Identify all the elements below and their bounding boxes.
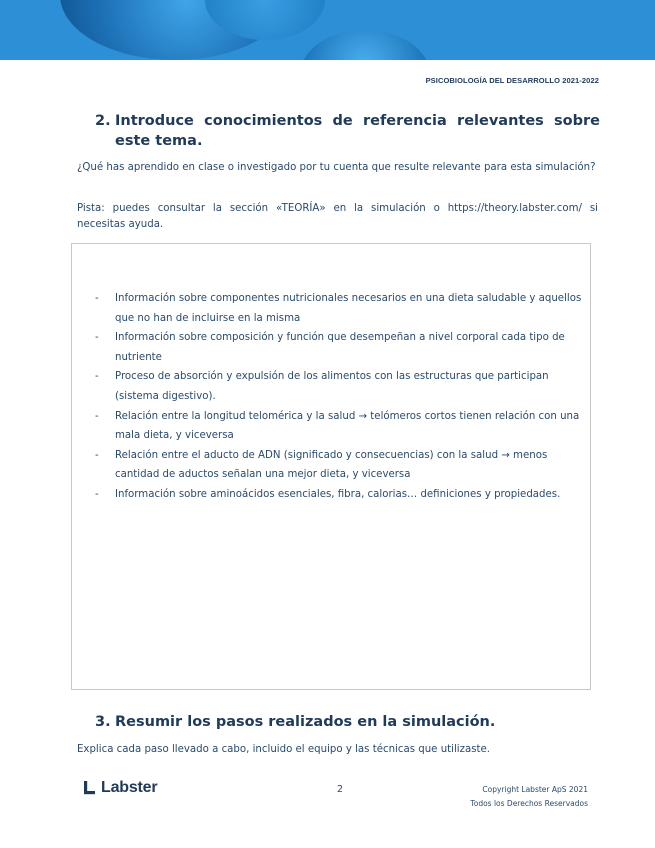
- list-dash: -: [95, 371, 99, 383]
- list-item: [95, 367, 590, 406]
- list-item-text: Relación entre el aducto de ADN (significado y consecuencias) con la salud → menos cantidad de aductos señalan una mejor dieta, y viceversa: [115, 449, 548, 481]
- copyright: [470, 783, 588, 810]
- logo-text: Labster: [101, 779, 158, 796]
- labster-logo: [83, 779, 157, 797]
- list-dash: -: [95, 410, 99, 422]
- list-dash: -: [95, 488, 99, 500]
- list-item: [95, 328, 590, 367]
- answer-list: [95, 289, 590, 505]
- section-2-heading: [95, 111, 600, 151]
- section-2-hint: Pista: puedes consultar la sección «TEORÍA» en la simulación o https://theory.labster.com/ si necesitas ayuda.: [77, 203, 598, 230]
- section-title: Introduce conocimientos de referencia relevantes sobre este tema.: [115, 113, 600, 149]
- banner-shape: [300, 30, 430, 60]
- section-2-question: ¿Qué has aprendido en clase o investigado por tu cuenta que resulte relevante para esta simulación?: [77, 162, 596, 173]
- list-item: [95, 407, 590, 446]
- list-item-text: Información sobre componentes nutricionales necesarios en una dieta saludable y aquellos que no han de incluirse en la misma: [115, 293, 582, 324]
- list-item: [95, 485, 590, 505]
- section-number: 3.: [95, 714, 111, 730]
- section-number: 2.: [95, 113, 111, 129]
- list-item-text: Información sobre aminoácidos esenciales, fibra, calorias… definiciones y propiedades.: [115, 488, 561, 500]
- page-number: 2: [337, 784, 344, 795]
- copyright-line: Copyright Labster ApS 2021: [482, 785, 588, 794]
- list-dash: -: [95, 449, 99, 461]
- list-item: [95, 289, 590, 328]
- course-title: PSICOBIOLOGÍA DEL DESARROLLO 2021-2022: [425, 76, 599, 85]
- list-item-text: Proceso de absorción y expulsión de los alimentos con las estructuras que participan (sistema digestivo).: [115, 371, 549, 402]
- list-dash: -: [95, 332, 99, 344]
- list-item: [95, 446, 590, 485]
- list-item-text: Información sobre composición y función que desempeñan a nivel corporal cada tipo de nutriente: [115, 332, 565, 363]
- rights-line: Todos los Derechos Reservados: [470, 798, 588, 808]
- section-title: Resumir los pasos realizados en la simulación.: [115, 714, 496, 730]
- list-item-text: Relación entre la longitud telomérica y la salud → telómeros cortos tienen relación con una mala dieta, y viceversa: [115, 410, 580, 442]
- section-3-instruction: Explica cada paso llevado a cabo, incluido el equipo y las técnicas que utilizaste.: [77, 744, 491, 755]
- labster-logo-icon: [83, 780, 97, 796]
- list-dash: -: [95, 293, 99, 304]
- header-banner: [0, 0, 655, 60]
- section-3-heading: [95, 712, 600, 732]
